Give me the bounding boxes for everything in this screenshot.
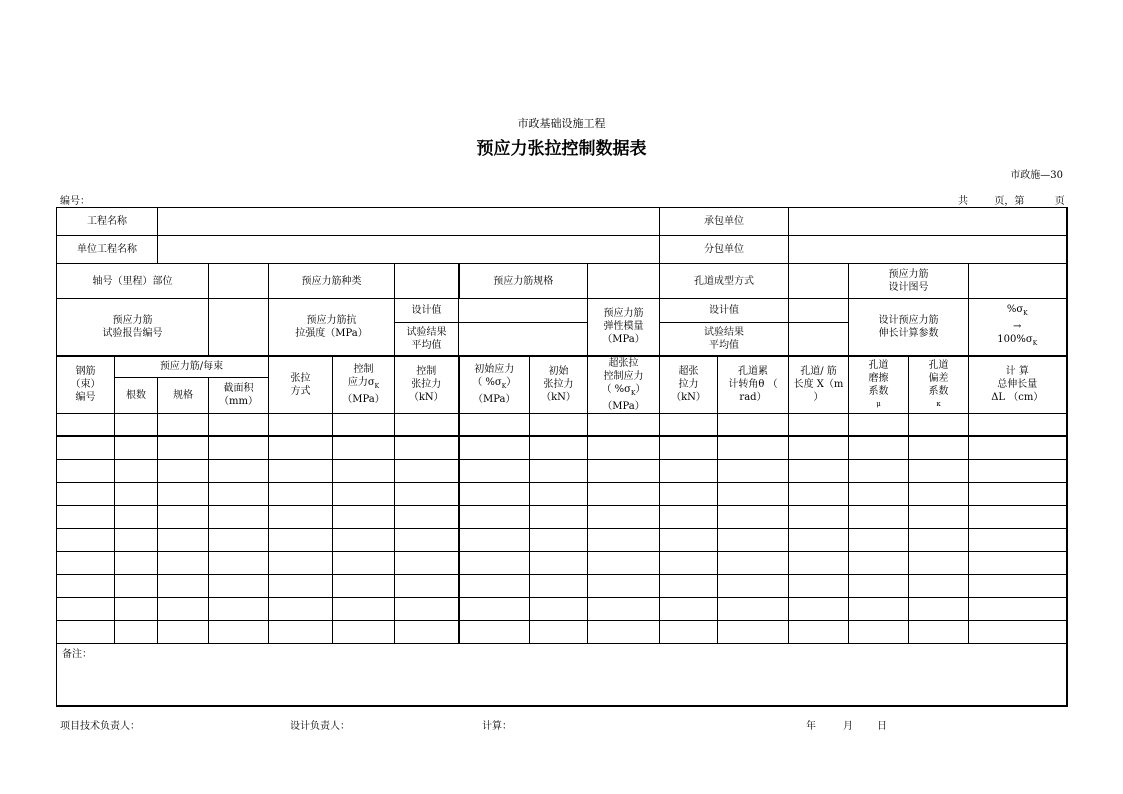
col-ctrl-stress: 控制 应力$\sigma_K$ （MPa） (333, 356, 395, 414)
duct-method-label: 孔道成型方式 (660, 264, 789, 299)
data-cell[interactable] (909, 482, 969, 505)
data-cell[interactable] (395, 505, 459, 528)
data-cell[interactable] (588, 528, 660, 551)
calc-label: 计算： (482, 721, 512, 732)
data-cell[interactable] (718, 436, 789, 459)
data-cell[interactable] (588, 574, 660, 597)
data-cell[interactable] (57, 528, 115, 551)
unit-project-value[interactable] (158, 236, 660, 264)
col-friction: 孔道 磨擦 系数 μ (849, 356, 909, 414)
serial-label: 编号： (60, 196, 90, 207)
data-cell[interactable] (395, 620, 459, 643)
data-cell[interactable] (660, 482, 718, 505)
data-cell[interactable] (789, 436, 849, 459)
data-cell[interactable] (849, 528, 909, 551)
data-cell[interactable] (660, 528, 718, 551)
page-end-label: 页 (1054, 196, 1065, 207)
data-cell[interactable] (57, 459, 115, 482)
data-cell[interactable] (395, 459, 459, 482)
subcontractor-label: 分包单位 (660, 236, 789, 264)
data-cell[interactable] (209, 413, 269, 436)
data-cell[interactable] (849, 505, 909, 528)
data-cell[interactable] (459, 413, 530, 436)
data-cell[interactable] (789, 551, 849, 574)
design-drawing-label: 预应力筋 设计图号 (849, 264, 969, 299)
data-cell[interactable] (909, 528, 969, 551)
data-cell[interactable] (530, 482, 588, 505)
data-cell[interactable] (718, 459, 789, 482)
data-cell[interactable] (909, 505, 969, 528)
data-cell[interactable] (57, 597, 115, 620)
data-cell[interactable] (209, 597, 269, 620)
col-per-bundle: 预应力筋/每束 (115, 356, 269, 378)
table-row (57, 528, 1067, 551)
data-cell[interactable] (115, 528, 158, 551)
data-cell[interactable] (269, 482, 333, 505)
data-cell[interactable] (395, 574, 459, 597)
data-cell[interactable] (660, 505, 718, 528)
page-total-label: 共 (958, 196, 968, 207)
data-cell[interactable] (333, 551, 395, 574)
tendon-type-value[interactable] (395, 264, 459, 299)
data-cell[interactable] (909, 459, 969, 482)
data-cell[interactable] (333, 528, 395, 551)
data-cell[interactable] (269, 459, 333, 482)
strength-test-label: 试验结果 平均值 (395, 323, 459, 356)
data-cell[interactable] (158, 551, 209, 574)
data-cell[interactable] (395, 436, 459, 459)
data-cell[interactable] (333, 413, 395, 436)
data-cell[interactable] (333, 482, 395, 505)
data-cell[interactable] (530, 597, 588, 620)
data-cell[interactable] (530, 505, 588, 528)
tendon-spec-value[interactable] (588, 264, 660, 299)
data-cell[interactable] (209, 482, 269, 505)
data-cell[interactable] (909, 413, 969, 436)
data-cell[interactable] (158, 528, 209, 551)
table-row (57, 551, 1067, 574)
data-cell[interactable] (718, 620, 789, 643)
data-cell[interactable] (849, 459, 909, 482)
data-cell[interactable] (909, 551, 969, 574)
col-angle: 孔道累 计转角θ （ rad） (718, 356, 789, 414)
year-label: 年 (806, 721, 816, 732)
data-cell[interactable] (158, 597, 209, 620)
project-name-label: 工程名称 (57, 208, 158, 236)
data-cell[interactable] (57, 574, 115, 597)
data-cell[interactable] (333, 574, 395, 597)
data-cell[interactable] (530, 459, 588, 482)
data-cell[interactable] (969, 482, 1067, 505)
data-cell[interactable] (57, 551, 115, 574)
data-cell[interactable] (660, 597, 718, 620)
data-cell[interactable] (789, 505, 849, 528)
data-cell[interactable] (209, 620, 269, 643)
data-cell[interactable] (269, 574, 333, 597)
data-cell[interactable] (849, 482, 909, 505)
data-cell[interactable] (269, 597, 333, 620)
tendon-spec-label: 预应力筋规格 (459, 264, 588, 299)
data-cell[interactable] (849, 551, 909, 574)
data-cell[interactable] (849, 620, 909, 643)
axis-label: 轴号（里程）部位 (57, 264, 209, 299)
data-cell[interactable] (459, 505, 530, 528)
strength-test-value[interactable] (459, 323, 588, 356)
data-cell[interactable] (530, 528, 588, 551)
data-cell[interactable] (909, 574, 969, 597)
data-cell[interactable] (459, 528, 530, 551)
data-cell[interactable] (269, 505, 333, 528)
project-name-value[interactable] (158, 208, 660, 236)
col-spec: 规格 (158, 378, 209, 413)
data-cell[interactable] (969, 459, 1067, 482)
data-cell[interactable] (115, 436, 158, 459)
data-cell[interactable] (115, 413, 158, 436)
axis-value[interactable] (209, 264, 269, 299)
data-cell[interactable] (969, 505, 1067, 528)
data-cell[interactable] (660, 413, 718, 436)
table-row (57, 620, 1067, 643)
data-cell[interactable] (395, 597, 459, 620)
col-area: 截面积 （mm） (209, 378, 269, 413)
percent-range: $\%\sigma_K$ → $100\%\sigma_K$ (969, 299, 1067, 356)
data-cell[interactable] (333, 620, 395, 643)
data-cell[interactable] (209, 574, 269, 597)
data-cell[interactable] (158, 413, 209, 436)
data-cell[interactable] (660, 574, 718, 597)
data-cell[interactable] (849, 413, 909, 436)
data-cell[interactable] (969, 528, 1067, 551)
data-cell[interactable] (333, 459, 395, 482)
data-cell[interactable] (115, 482, 158, 505)
data-cell[interactable] (530, 620, 588, 643)
data-cell[interactable] (395, 482, 459, 505)
data-cell[interactable] (158, 482, 209, 505)
data-cell[interactable] (969, 620, 1067, 643)
data-cell[interactable] (588, 436, 660, 459)
data-cell[interactable] (209, 528, 269, 551)
table-row (57, 482, 1067, 505)
data-cell[interactable] (588, 597, 660, 620)
col-count: 根数 (115, 378, 158, 413)
data-cell[interactable] (909, 620, 969, 643)
data-cell[interactable] (530, 551, 588, 574)
data-cell[interactable] (269, 551, 333, 574)
design-drawing-value[interactable] (969, 264, 1067, 299)
col-over-stress: 超张拉 控制应力 （ $\%\sigma_K$） （MPa） (588, 356, 660, 414)
data-cell[interactable] (158, 436, 209, 459)
page-info (958, 192, 1065, 207)
data-cell[interactable] (209, 505, 269, 528)
data-cell[interactable] (459, 597, 530, 620)
tendon-type-label: 预应力筋种类 (269, 264, 395, 299)
data-cell[interactable] (459, 436, 530, 459)
tension-data-table (56, 207, 1068, 707)
data-cell[interactable] (115, 551, 158, 574)
tech-lead-label: 项目技术负责人： (60, 721, 140, 732)
data-cell[interactable] (57, 436, 115, 459)
modulus-design-value[interactable] (789, 299, 849, 323)
table-row (57, 459, 1067, 482)
data-cell[interactable] (459, 459, 530, 482)
duct-method-value[interactable] (789, 264, 849, 299)
design-lead-label: 设计负责人： (290, 721, 350, 732)
data-cell[interactable] (57, 505, 115, 528)
data-cell[interactable] (115, 574, 158, 597)
elong-param-label: 设计预应力筋 伸长计算参数 (849, 299, 969, 356)
data-cell[interactable] (333, 597, 395, 620)
data-cell[interactable] (57, 620, 115, 643)
data-cell[interactable] (395, 528, 459, 551)
table-row (57, 597, 1067, 620)
data-cell[interactable] (459, 620, 530, 643)
data-cell[interactable] (969, 574, 1067, 597)
data-cell[interactable] (789, 482, 849, 505)
data-cell[interactable] (269, 620, 333, 643)
data-cell[interactable] (969, 413, 1067, 436)
data-cell[interactable] (909, 436, 969, 459)
strength-design-label: 设计值 (395, 299, 459, 323)
data-cell[interactable] (395, 551, 459, 574)
form-code: 市政施—30 (1010, 170, 1063, 181)
col-init-force: 初始 张拉力 （kN） (530, 356, 588, 414)
table-row (57, 436, 1067, 459)
page-mid-label: 页，第 (994, 196, 1025, 207)
data-cell[interactable] (269, 413, 333, 436)
data-cell[interactable] (115, 597, 158, 620)
contractor-value[interactable] (789, 208, 1067, 236)
data-cell[interactable] (789, 597, 849, 620)
data-cell[interactable] (660, 459, 718, 482)
data-cell[interactable] (209, 551, 269, 574)
col-length: 孔道/ 筋 长度 X（m ） (789, 356, 849, 414)
data-cell[interactable] (395, 413, 459, 436)
data-cell[interactable] (660, 436, 718, 459)
data-cell[interactable] (718, 597, 789, 620)
data-cell[interactable] (269, 528, 333, 551)
data-cell[interactable] (588, 620, 660, 643)
data-cell[interactable] (789, 620, 849, 643)
data-cell[interactable] (789, 574, 849, 597)
remarks-cell[interactable] (57, 643, 1067, 706)
modulus-design-label: 设计值 (660, 299, 789, 323)
strength-design-value[interactable] (459, 299, 588, 323)
month-label: 月 (843, 721, 853, 732)
data-cell[interactable] (57, 482, 115, 505)
col-init-stress: 初始应力 （ $\%\sigma_K$） （MPa） (459, 356, 530, 414)
data-cell[interactable] (459, 551, 530, 574)
data-cell[interactable] (588, 459, 660, 482)
data-cell[interactable] (115, 459, 158, 482)
remarks-label: 备注： (62, 648, 92, 660)
data-cell[interactable] (789, 413, 849, 436)
data-cell[interactable] (718, 482, 789, 505)
strength-label: 预应力筋抗 拉强度（MPa） (269, 299, 395, 356)
report-value[interactable] (209, 299, 269, 356)
data-cell[interactable] (849, 597, 909, 620)
data-cell[interactable] (588, 551, 660, 574)
data-cell[interactable] (158, 574, 209, 597)
table-row (57, 574, 1067, 597)
day-label: 日 (877, 721, 887, 732)
data-cell[interactable] (459, 482, 530, 505)
data-cell[interactable] (909, 597, 969, 620)
data-cell[interactable] (789, 459, 849, 482)
data-cell[interactable] (57, 413, 115, 436)
table-row (57, 505, 1067, 528)
data-cell[interactable] (588, 505, 660, 528)
modulus-label: 预应力筋 弹性模量 （MPa） (588, 299, 660, 356)
data-cell[interactable] (789, 528, 849, 551)
form-subtitle: 市政基础设施工程 (517, 117, 606, 130)
data-cell[interactable] (660, 551, 718, 574)
data-cell[interactable] (115, 505, 158, 528)
data-cell[interactable] (158, 459, 209, 482)
data-cell[interactable] (849, 436, 909, 459)
data-cell[interactable] (718, 505, 789, 528)
data-cell[interactable] (588, 413, 660, 436)
data-cell[interactable] (158, 620, 209, 643)
data-cell[interactable] (530, 574, 588, 597)
data-cell[interactable] (333, 505, 395, 528)
data-cell[interactable] (718, 574, 789, 597)
data-cell[interactable] (718, 413, 789, 436)
data-cell[interactable] (209, 459, 269, 482)
data-cell[interactable] (115, 620, 158, 643)
data-cell[interactable] (530, 436, 588, 459)
contractor-label: 承包单位 (660, 208, 789, 236)
data-cell[interactable] (849, 574, 909, 597)
data-cell[interactable] (718, 551, 789, 574)
modulus-test-value[interactable] (789, 323, 849, 356)
unit-project-label: 单位工程名称 (57, 236, 158, 264)
subcontractor-value[interactable] (789, 236, 1067, 264)
data-cell[interactable] (158, 505, 209, 528)
data-cell[interactable] (718, 528, 789, 551)
report-label: 预应力筋 试验报告编号 (57, 299, 209, 356)
data-cell[interactable] (969, 597, 1067, 620)
col-method: 张拉 方式 (269, 356, 333, 414)
col-total-elong: 计 算 总伸长量 ΔL （cm） (969, 356, 1067, 414)
data-cell[interactable] (588, 482, 660, 505)
data-cell[interactable] (969, 551, 1067, 574)
col-bundle-no: 钢筋 （束） 编号 (57, 356, 115, 414)
data-cell[interactable] (333, 436, 395, 459)
table-row (57, 413, 1067, 436)
form-title: 预应力张拉控制数据表 (476, 139, 647, 159)
data-cell[interactable] (209, 436, 269, 459)
data-cell[interactable] (459, 574, 530, 597)
modulus-test-label: 试验结果 平均值 (660, 323, 789, 356)
data-cell[interactable] (660, 620, 718, 643)
data-cell[interactable] (269, 436, 333, 459)
col-deviation: 孔道 偏差 系数 κ (909, 356, 969, 414)
data-cell[interactable] (969, 436, 1067, 459)
data-cell[interactable] (530, 413, 588, 436)
col-ctrl-force: 控制 张拉力 （kN） (395, 356, 459, 414)
col-over-force: 超张 拉力 （kN） (660, 356, 718, 414)
